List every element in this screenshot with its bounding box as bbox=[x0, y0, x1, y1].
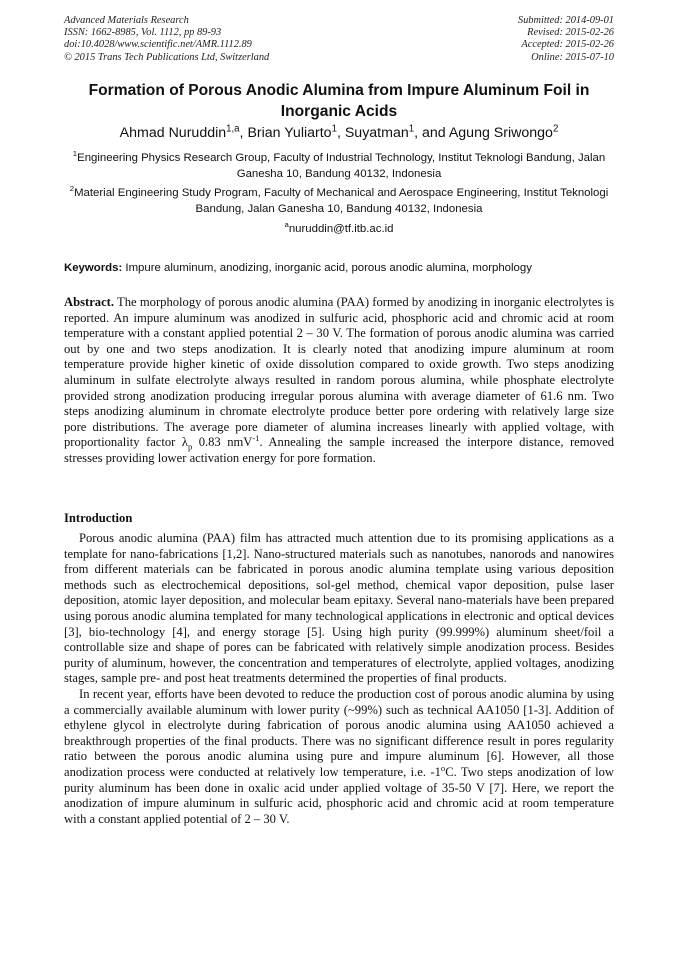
abstract-section bbox=[64, 295, 614, 467]
author-affiliation-mark: 1 bbox=[331, 123, 337, 135]
affiliation-mark: 2 bbox=[69, 184, 75, 194]
paragraph-text: In recent year, efforts have been devoted to reduce the production cost of porous anodic alumina by using a commercially available aluminum with lower purity (~99%) such as technical AA1050 [1-3]. Addition of ethylene glycol in electrolyte during fabrication of porous anodic alumina using AA1050 achieved a breakthrough properties of the final products. There was no significant difference result in pores regularity ratio between the porous anodic alumina using pure and impure aluminum [6]. However, all those anodization process were conducted at relatively low temperature, i.e. -1 bbox=[64, 686, 614, 779]
lambda-symbol: λ bbox=[181, 435, 188, 450]
author-affiliation-mark: 1 bbox=[408, 123, 415, 135]
author-separator: , and bbox=[414, 125, 449, 141]
publication-dates bbox=[518, 15, 614, 64]
author-name: Suyatman bbox=[344, 125, 409, 141]
proportionality-factor: 0.83 nmV bbox=[192, 435, 253, 450]
journal-doi[interactable]: doi:10.4028/www.scientific.net/AMR.1112.89 bbox=[64, 39, 252, 51]
date-submitted: Submitted: 2014-09-01 bbox=[517, 15, 614, 26]
keywords-label: Keywords: bbox=[64, 262, 123, 274]
journal-info bbox=[64, 15, 269, 64]
affiliation-text: Engineering Physics Research Group, Faculty of Industrial Technology, Institut Teknologi Bandung, Jalan Ganesha 10, Bandung 40132, Indonesia bbox=[77, 152, 606, 180]
journal-name: Advanced Materials Research bbox=[64, 15, 189, 26]
introduction-section bbox=[64, 531, 614, 827]
paper-title: Formation of Porous Anodic Alumina from Impure Aluminum Foil in Inorganic Acids bbox=[88, 82, 590, 120]
journal-issn: ISSN: 1662-8985, Vol. 1112, pp 89-93 bbox=[64, 27, 222, 39]
author-separator: , bbox=[336, 125, 345, 141]
email-address[interactable]: nuruddin@tf.itb.ac.id bbox=[288, 223, 394, 235]
degree-symbol: o bbox=[440, 762, 446, 773]
affiliation-mark: 1 bbox=[72, 149, 78, 159]
date-online: Online: 2015-07-10 bbox=[531, 51, 614, 63]
intro-paragraph-2 bbox=[64, 687, 614, 827]
author-affiliation-mark: 1,a bbox=[226, 123, 240, 135]
corresponding-email bbox=[64, 221, 614, 237]
factor-exponent: -1 bbox=[252, 433, 260, 444]
paragraph-text-end: C. Two steps anodization of low purity aluminum has been done in oxalic acid under applied voltage of 35-50 V [7]. Here, we report the anodization of impure aluminum in sulfuric acid, phosphoric acid and chromic acid at room temperature with a constant applied potential of 2 – 30 V. bbox=[64, 764, 614, 826]
affiliation-text: Material Engineering Study Program, Faculty of Mechanical and Aerospace Engineering, Institut Teknologi Bandung, Jalan Ganesha 10, Bandung 40132, Indonesia bbox=[74, 187, 609, 215]
abstract-label: Abstract. bbox=[64, 295, 115, 309]
journal-copyright: © 2015 Trans Tech Publications Ltd, Switzerland bbox=[64, 51, 270, 63]
date-revised: Revised: 2015-02-26 bbox=[527, 27, 614, 39]
author-name: Ahmad Nuruddin bbox=[119, 125, 227, 141]
introduction-heading: Introduction bbox=[64, 511, 133, 525]
keywords-section bbox=[64, 261, 614, 276]
author-name: Brian Yuliarto bbox=[247, 125, 332, 141]
author-affiliation-mark: 2 bbox=[552, 123, 559, 135]
date-accepted: Accepted: 2015-02-26 bbox=[521, 39, 614, 51]
abstract-text-end: . Annealing the sample increased the interpore distance, removed stresses providing lower activation energy for pore formation. bbox=[64, 435, 615, 465]
author-name: Agung Sriwongo bbox=[448, 125, 553, 141]
keywords-text: Impure aluminum, anodizing, inorganic acid, porous anodic alumina, morphology bbox=[125, 262, 532, 274]
author-list bbox=[64, 124, 614, 142]
abstract-text: The morphology of porous anodic alumina (PAA) formed by anodizing in inorganic electrolytes is reported. An impure aluminum was anodized in sulfuric acid, phosphoric acid and chromic acid at room temperature with a constant applied potential 2 – 30 V. The formation of porous anodic alumina was carried out by one and two steps anodization. It is clearly noted that anodizing impure aluminum at room temperature provide higher kinetic of oxide dissolution compared to oxide growth. Two steps anodizing aluminum in sulfate electrolyte always resulted in random porous alumina, while phosphate electrolyte provided strong anodization producing irregular porous alumina with average diameter of 61.6 nm. Two steps anodizing aluminum in chromate electrolyte produce better pore ordering with relatively large size pore distributions. The average pore diameter of alumina increases linearly with applied voltage, with proportionality factor bbox=[64, 295, 614, 450]
affiliation-1 bbox=[64, 150, 614, 182]
email-mark: a bbox=[284, 220, 289, 230]
intro-paragraph-1: Porous anodic alumina (PAA) film has attracted much attention due to its promising applications as a template for nano-fabrications [1,2]. Nano-structured materials such as nanotubes, nanorods and nanowires from different materials can be fabricated in porous anodic alumina template using various deposition methods such as electrochemical depositions, sol-gel method, chemical vapor deposition, pulse laser deposition, atomic layer deposition, and molecular beam epitaxy. Several nano-materials have been prepared using porous anodic alumina templated for many technological applications in electronic and optical devices [3], bio-technology [4], and energy storage [5]. Using high purity (99.999%) aluminum sheet/foil a controllable size and shape of pores can be fabricated with relatively simple anodization process. Besides purity of aluminum, however, the concentration and temperatures of electrolyte, applied voltages, anodizing stages, sample pre- and post heat treatments determined the properties of final products. bbox=[64, 531, 614, 686]
author-separator: , bbox=[239, 125, 248, 141]
affiliation-2 bbox=[64, 185, 614, 217]
lambda-subscript: p bbox=[187, 441, 193, 452]
